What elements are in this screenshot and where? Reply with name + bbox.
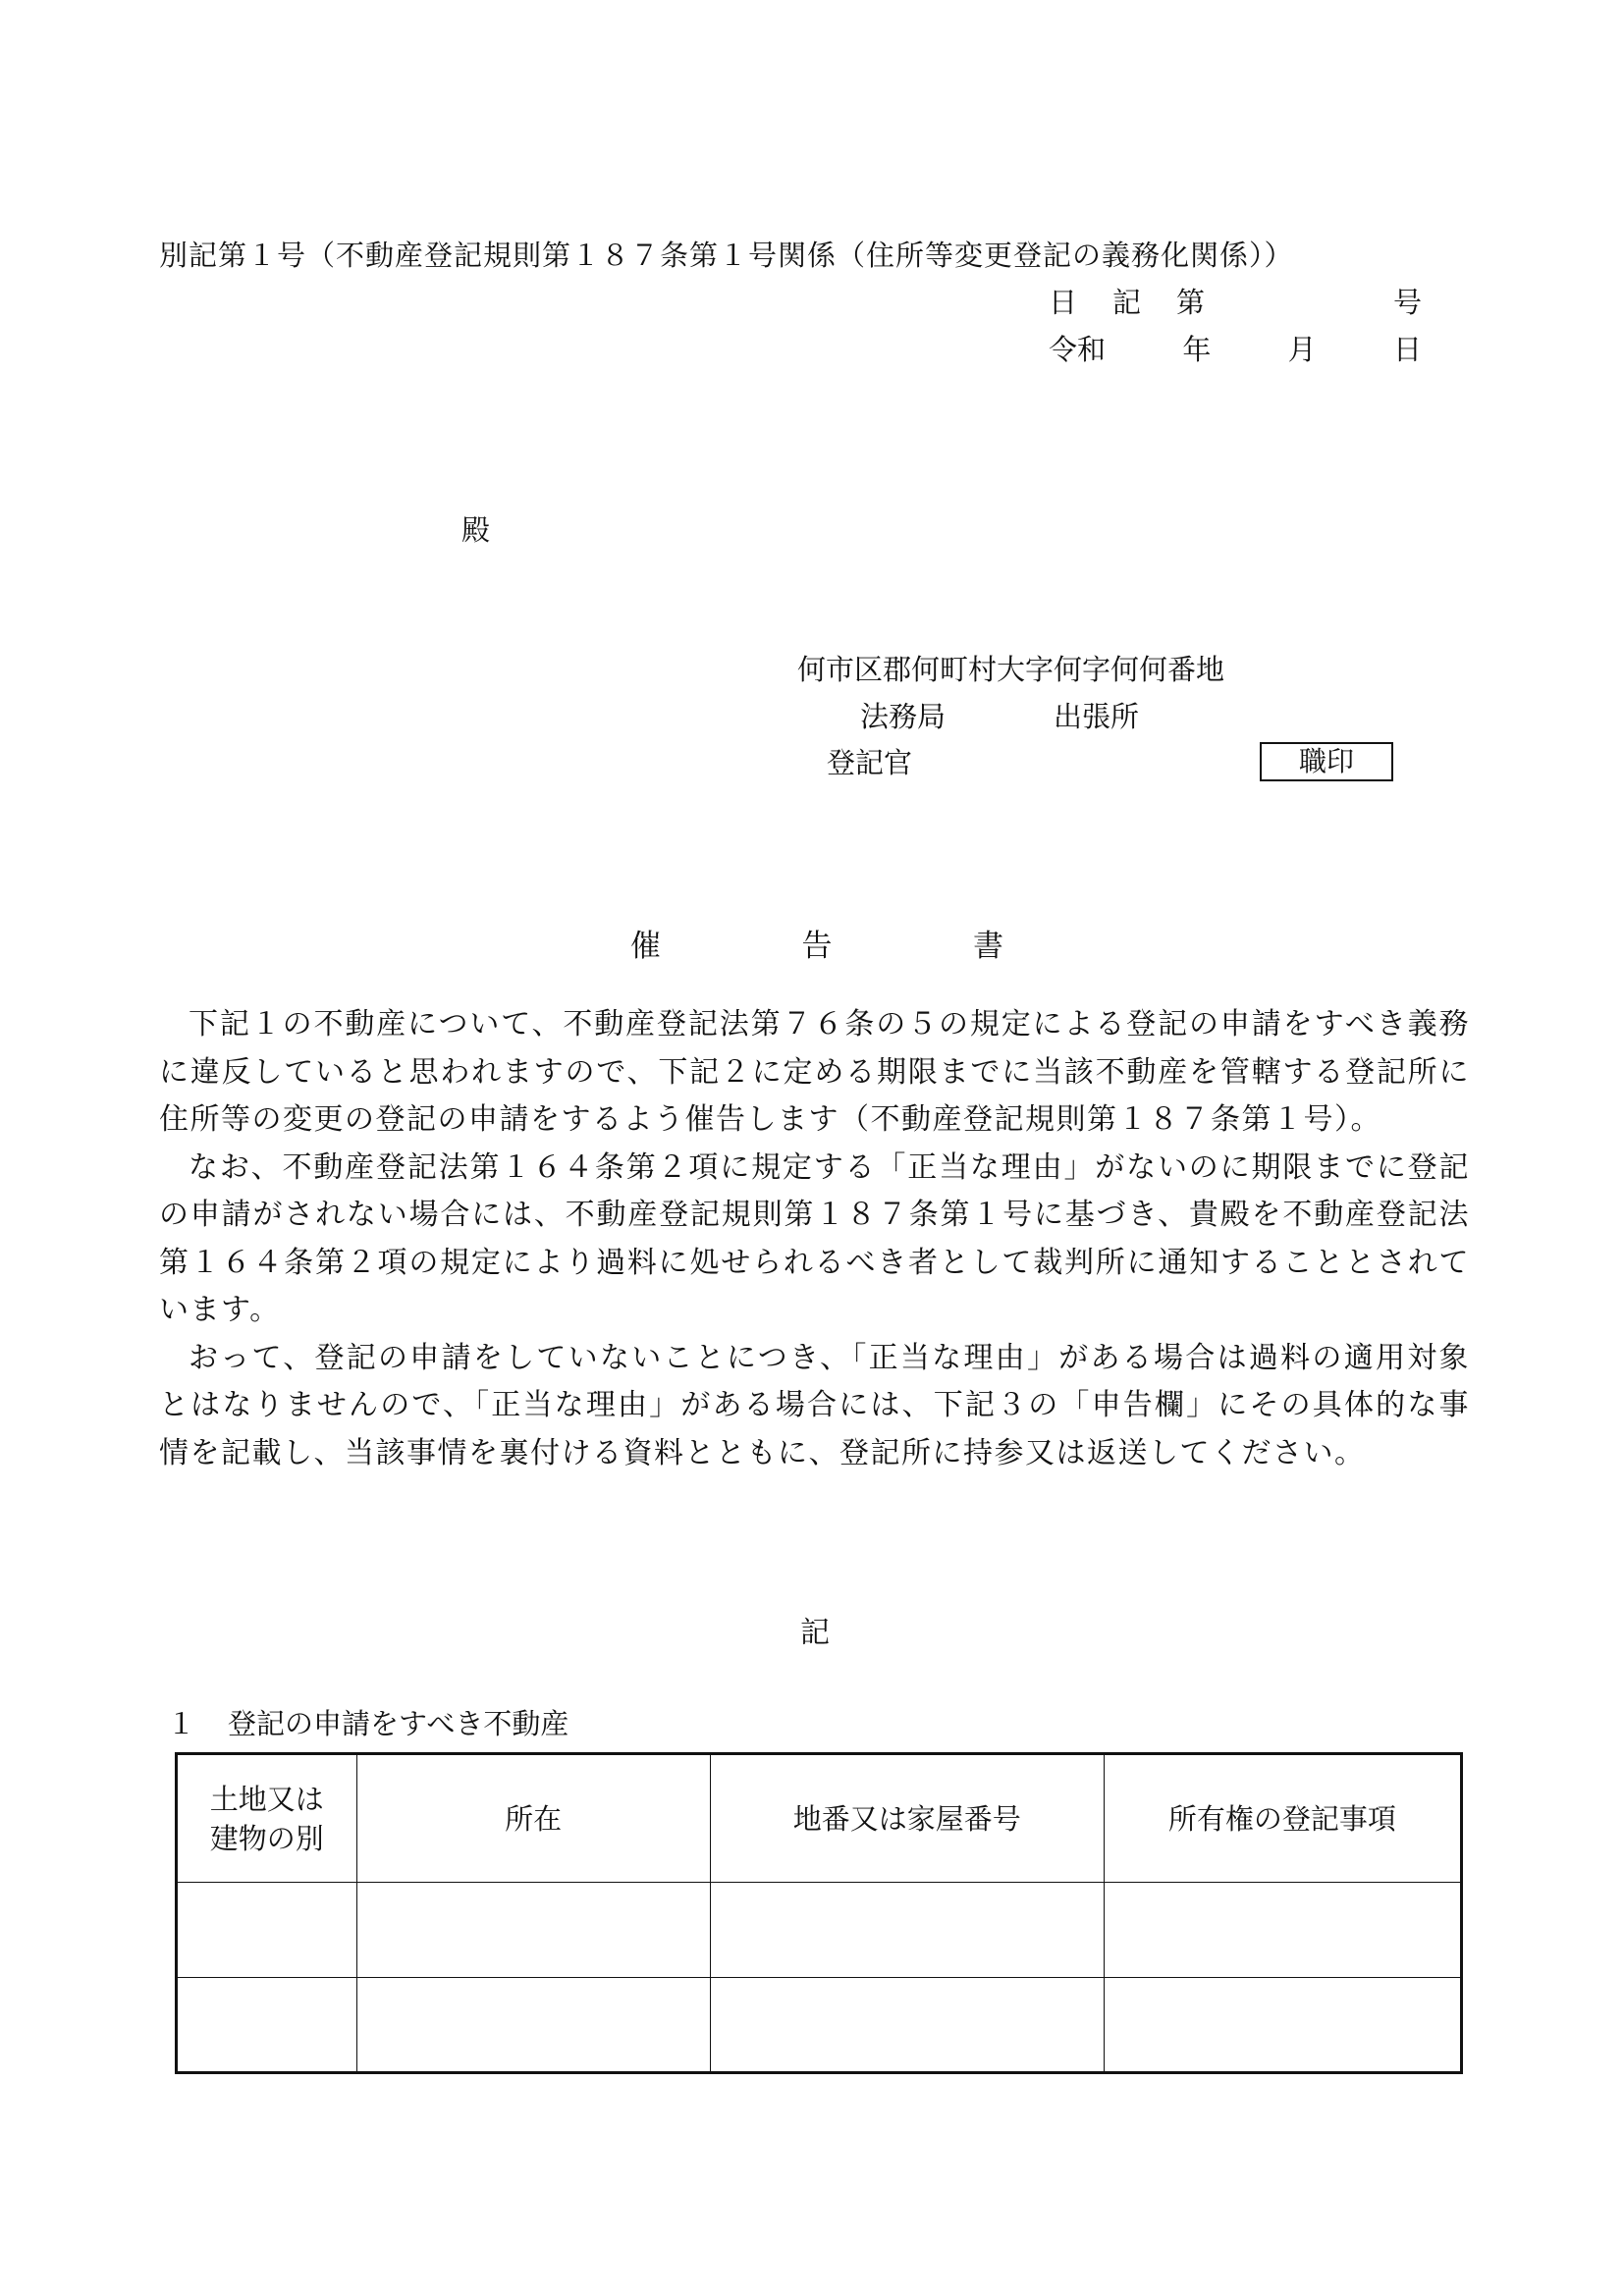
table-header-row: [177, 1754, 1462, 1883]
header-line: 土地又は: [209, 1782, 324, 1816]
header-lot-or-house-number: [710, 1754, 1104, 1883]
document-number-line: [1049, 283, 1422, 322]
body-paragraph-2: なお、不動産登記法第１６４条第２項に規定する「正当な理由」がないのに期限までに登記の申請がされない場合には、不動産登記規則第１８７条第１号に基づき、貴殿を不動産登記法第１６４条第２項の規定により過料に処せられるべき者として裁判所に通知することとされています。: [159, 1149, 1470, 1327]
document-title: [630, 927, 1003, 966]
header-line: 所有権の登記事項: [1167, 1801, 1396, 1836]
sender-address: 何市区郡何町村大字何字何何番地: [797, 653, 1225, 686]
header-ownership-registration: [1104, 1754, 1461, 1883]
sender-office: [860, 697, 1139, 736]
table-cell: [177, 1883, 357, 1978]
notice-body: [159, 1001, 1470, 1477]
body-paragraph-1: 下記１の不動産について、不動産登記法第７６条の５の規定による登記の申請をすべき義務に違反していると思われますので、下記２に定める期限までに当該不動産を管轄する登記所に住所等の変更の登記の申請をするよう催告します（不動産登記規則第１８７条第１号）。: [159, 1007, 1470, 1137]
header-line: 地番又は家屋番号: [792, 1801, 1021, 1836]
branch-label: 出張所: [1054, 700, 1140, 733]
header-line: 建物の別: [209, 1821, 324, 1855]
table-cell: [1104, 1978, 1461, 2073]
header-location: [356, 1754, 710, 1883]
table-cell: [1104, 1883, 1461, 1978]
date-line: [1049, 330, 1422, 369]
date-month: 月: [1287, 333, 1317, 366]
official-seal-box: 職印: [1260, 742, 1393, 781]
date-era: 令和: [1049, 333, 1107, 366]
title-char: 告: [801, 929, 833, 964]
doc-number-part: 第: [1176, 286, 1206, 319]
form-heading: 別記第１号（不動産登記規則第１８７条第１号関係（住所等変更登記の義務化関係））: [159, 239, 1294, 272]
table-row: [177, 1883, 1462, 1978]
section-title: 登記の申請をすべき不動産: [228, 1707, 569, 1740]
section-number: １: [167, 1707, 196, 1740]
table-cell: [356, 1883, 710, 1978]
ki-marker: 記: [800, 1616, 830, 1650]
table-cell: [177, 1978, 357, 2073]
registrar-label: 登記官: [827, 746, 913, 779]
property-table: [175, 1752, 1463, 2074]
table-cell: [710, 1978, 1104, 2073]
title-char: 書: [973, 929, 1003, 964]
doc-number-blank: [1240, 283, 1358, 322]
date-year: 年: [1182, 333, 1212, 366]
body-paragraph-3: おって、登記の申請をしていないことにつき、「正当な理由」がある場合は過料の適用対象とはなりませんので、「正当な理由」がある場合には、下記３の「申告欄」にその具体的な事情を記載し、当該事情を裏付ける資料とともに、登記所に持参又は返送してください。: [159, 1340, 1470, 1470]
header-line: 所在: [505, 1801, 563, 1836]
table-cell: [710, 1883, 1104, 1978]
doc-number-part: 号: [1392, 286, 1422, 319]
header-land-or-building: [177, 1754, 357, 1883]
title-char: 催: [630, 929, 661, 964]
table-cell: [356, 1978, 710, 2073]
table-row: [177, 1978, 1462, 2073]
section-1-heading: [167, 1704, 568, 1743]
addressee-honorific: 殿: [461, 513, 491, 547]
bureau-label: 法務局: [860, 700, 947, 733]
doc-number-part: 日: [1049, 286, 1078, 319]
doc-number-part: 記: [1112, 286, 1142, 319]
date-day: 日: [1392, 333, 1422, 366]
